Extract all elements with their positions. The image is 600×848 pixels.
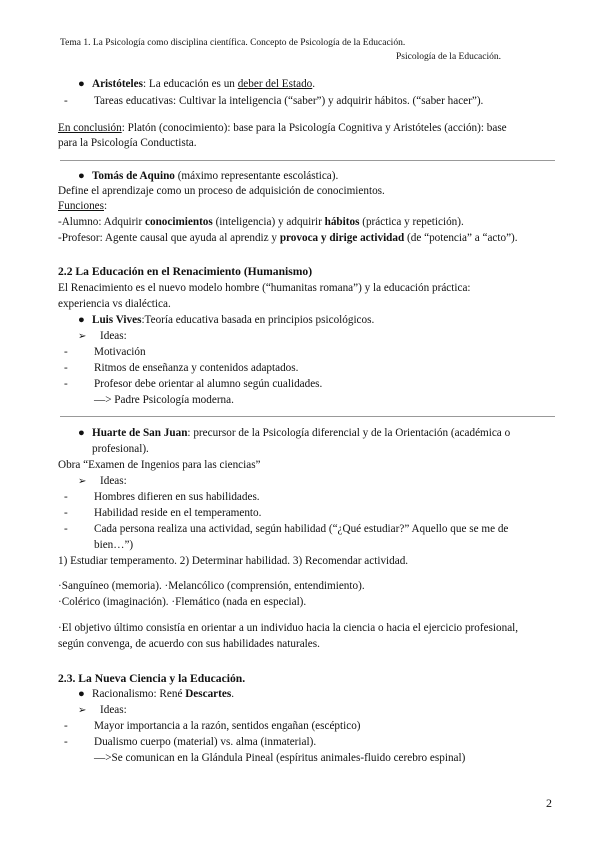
ideas-line bbox=[78, 703, 127, 718]
dash-icon: - bbox=[64, 491, 68, 503]
alumno-text-1: -Alumno: Adquirir bbox=[58, 216, 146, 228]
page-number: 2 bbox=[546, 796, 552, 810]
section-title-nueva-ciencia: 2.3. La Nueva Ciencia y la Educación. bbox=[58, 672, 246, 685]
list-item bbox=[64, 490, 260, 505]
bullet-icon: ● bbox=[78, 688, 85, 700]
ideas-label: Ideas: bbox=[100, 704, 127, 716]
dash-icon: - bbox=[64, 720, 68, 732]
objetivo-line-2: según convenga, de acuerdo con sus habilidades naturales. bbox=[58, 638, 320, 650]
list-item-text: Hombres difieren en sus habilidades. bbox=[94, 491, 260, 503]
profesor-bold: provoca y dirige actividad bbox=[279, 232, 405, 244]
tareas-line bbox=[64, 94, 483, 109]
vives-line bbox=[78, 313, 374, 328]
pasos-line: 1) Estudiar temperamento. 2) Determinar habilidad. 3) Recomendar actividad. bbox=[58, 555, 409, 567]
list-item-text: Habilidad reside en el temperamento. bbox=[94, 507, 262, 519]
dash-icon: - bbox=[64, 346, 68, 358]
temperamentos-line-1: ·Sanguíneo (memoria). ·Melancólico (comprensión, entendimiento). bbox=[58, 580, 365, 592]
racionalismo-text: Racionalismo: René bbox=[92, 688, 186, 700]
bullet-icon: ● bbox=[78, 314, 85, 326]
arrow-bullet-icon: ➢ bbox=[78, 705, 87, 716]
funciones-label: Funciones bbox=[58, 200, 104, 212]
profesor-text-1: -Profesor: Agente causal que ayuda al aprendiz y bbox=[58, 232, 280, 244]
tomas-line bbox=[78, 169, 338, 184]
renacimiento-p1: El Renacimiento es el nuevo modelo hombre (“humanitas romana”) y la educación práctica: bbox=[58, 282, 471, 294]
list-item bbox=[64, 719, 361, 734]
tareas-text: Tareas educativas: Cultivar la inteligencia (“saber”) y adquirir hábitos. (“saber hacer”). bbox=[94, 95, 484, 107]
aristoteles-underline: deber del Estado bbox=[237, 78, 313, 90]
racionalismo-line bbox=[78, 687, 234, 702]
list-item bbox=[64, 522, 508, 537]
alumno-text-2: (inteligencia) y adquirir bbox=[212, 216, 325, 228]
dash-icon: - bbox=[64, 378, 68, 390]
dash-icon: - bbox=[64, 507, 68, 519]
huarte-line bbox=[78, 426, 510, 441]
ideas-label: Ideas: bbox=[100, 330, 127, 342]
funciones-colon: : bbox=[104, 200, 108, 212]
aristoteles-text: : La educación es un bbox=[142, 78, 238, 90]
conclusion-label: En conclusión bbox=[58, 122, 122, 134]
list-item-text: Motivación bbox=[94, 346, 146, 358]
list-item bbox=[64, 345, 146, 360]
tomas-text: (máximo representante escolástica). bbox=[174, 170, 339, 182]
bullet-icon: ● bbox=[78, 170, 85, 182]
alumno-line bbox=[58, 215, 464, 230]
define-line: Define el aprendizaje como un proceso de adquisición de conocimientos. bbox=[58, 185, 385, 197]
divider bbox=[60, 416, 555, 417]
alumno-bold-2: hábitos bbox=[324, 216, 360, 228]
alumno-bold-1: conocimientos bbox=[145, 216, 213, 228]
profesor-line bbox=[58, 231, 518, 246]
glandula-line: —>Se comunican en la Glándula Pineal (espíritus animales-fluido cerebro espinal) bbox=[94, 752, 466, 764]
descartes-name: Descartes bbox=[185, 688, 232, 700]
list-item bbox=[64, 361, 298, 376]
dash-icon: - bbox=[64, 362, 68, 374]
cada-line-2: bien…”) bbox=[94, 539, 134, 551]
objetivo-line-1: ·El objetivo último consistía en orientar a un individuo hacia la ciencia o hacia el ejercicio profesional, bbox=[58, 622, 519, 634]
racionalismo-end: . bbox=[231, 688, 234, 700]
profesor-text-2: (de “potencia” a “acto”). bbox=[404, 232, 518, 244]
bullet-icon: ● bbox=[78, 427, 85, 439]
ideas-label: Ideas: bbox=[100, 475, 127, 487]
list-item-text: Profesor debe orientar al alumno según cualidades. bbox=[94, 378, 323, 390]
conclusion-line-2: para la Psicología Conductista. bbox=[58, 137, 197, 149]
list-item-text: Ritmos de enseñanza y contenidos adaptados. bbox=[94, 362, 299, 374]
list-item-text: Cada persona realiza una actividad, según habilidad (“¿Qué estudiar?” Aquello que se me de bbox=[94, 523, 509, 535]
obra-line: Obra “Examen de Ingenios para las ciencias” bbox=[58, 459, 261, 471]
funciones-line bbox=[58, 199, 107, 214]
ideas-line bbox=[78, 474, 127, 489]
divider bbox=[60, 160, 555, 161]
arrow-bullet-icon: ➢ bbox=[78, 476, 87, 487]
renacimiento-p2: experiencia vs dialéctica. bbox=[58, 298, 171, 310]
list-item-text: Mayor importancia a la razón, sentidos engañan (escéptico) bbox=[94, 720, 361, 732]
padre-line: —> Padre Psicología moderna. bbox=[94, 394, 234, 406]
dash-icon: - bbox=[64, 523, 68, 535]
huarte-name: Huarte de San Juan bbox=[92, 427, 188, 439]
aristoteles-name: Aristóteles bbox=[92, 78, 143, 90]
temperamentos-line-2: ·Colérico (imaginación). ·Flemático (nada en especial). bbox=[58, 596, 307, 608]
alumno-text-3: (práctica y repetición). bbox=[359, 216, 464, 228]
list-item bbox=[64, 735, 316, 750]
section-title-renacimiento: 2.2 La Educación en el Renacimiento (Humanismo) bbox=[58, 265, 313, 278]
list-item bbox=[64, 377, 322, 392]
huarte-text: : precursor de la Psicología diferencial y de la Orientación (académica o bbox=[187, 427, 511, 439]
aristoteles-line bbox=[78, 77, 315, 92]
conclusion-line-1 bbox=[58, 121, 507, 136]
tomas-name: Tomás de Aquino bbox=[92, 170, 175, 182]
list-item bbox=[64, 506, 261, 521]
bullet-icon: ● bbox=[78, 78, 85, 90]
vives-name: Luis Vives bbox=[92, 314, 142, 326]
conclusion-text-1: : Platón (conocimiento): base para la Psicología Cognitiva y Aristóteles (acción): base bbox=[121, 122, 507, 134]
header-right: Psicología de la Educación. bbox=[396, 52, 501, 62]
list-item-text: Dualismo cuerpo (material) vs. alma (inmaterial). bbox=[94, 736, 317, 748]
aristoteles-end: . bbox=[312, 78, 316, 90]
header-left: Tema 1. La Psicología como disciplina científica. Concepto de Psicología de la Educación. bbox=[60, 38, 406, 48]
ideas-line bbox=[78, 329, 127, 344]
huarte-line-2: profesional). bbox=[92, 443, 149, 455]
arrow-bullet-icon: ➢ bbox=[78, 331, 87, 342]
vives-text: :Teoría educativa basada en principios psicológicos. bbox=[141, 314, 375, 326]
dash-icon: - bbox=[64, 736, 68, 748]
dash-icon: - bbox=[64, 95, 68, 107]
